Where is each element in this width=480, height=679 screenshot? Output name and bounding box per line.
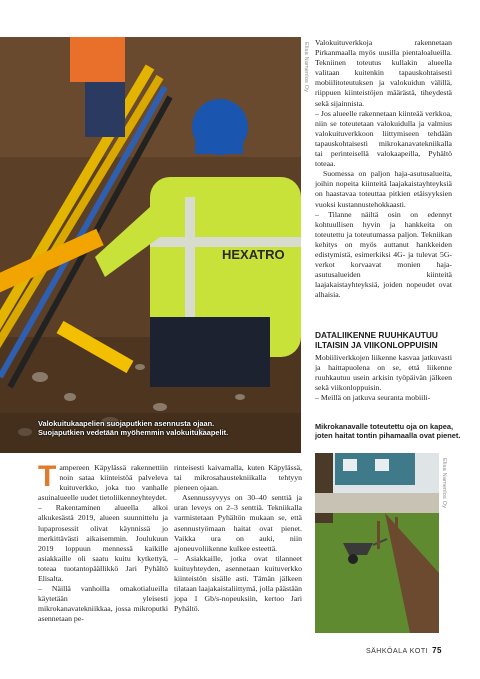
right-column-bottom [315, 353, 452, 403]
cable-installation-photo [0, 37, 301, 453]
body-paragraph: ampereen Käpylässä rakennettiin noin sataa kiinteistöä palveleva kuituverkko, joka tuo vanhalle asuinalueelle uudet tietoliikenneyhteydet. [38, 463, 168, 503]
right-paragraph: – Jos alueelle rakennetaan kiinteää verkkoa, niin se toteutetaan valokuidulla ja valmius valokuituverkkoon liittymiseen tehdään tapauskohtaisesti mikrokanavatekniikalla tai perinteisellä valokaapeilla, Pyhältö toteaa. [315, 108, 452, 169]
vest-logo-text: HEXATRO [222, 247, 285, 262]
garden-wheelbarrow-photo [315, 453, 439, 633]
right-column-top [315, 38, 452, 300]
photo-credit-bottom: Elisa Namenlos Oy [441, 458, 447, 509]
right-paragraph: – Tilanne näiltä osin on edennyt kohtuullisen hyvin ja hankkeita on toteutettu ja toteutumassa paljon. Tekniikan kehitys on myös auttanut hankkeiden edistymistä, esimerkiksi 4G- ja tulevat 5G-verkot korvaavat monien haja-asutusalueiden kiinteitä laajakaistayhteyksiä, joiden nopeudet ovat alhaisia. [315, 209, 452, 300]
photo-caption [38, 419, 228, 437]
photo2-caption [315, 422, 465, 440]
right-paragraph: Mobiiliverkkojen liikenne kasvaa jatkuvasti ja haittapuolena on se, että liikenne ruuhkautuu usein arkisin työpäivän jälkeen sekä viikonloppuisin. [315, 353, 452, 393]
caption-line-2: joten haitat tontin pihamaalla ovat pienet. [315, 431, 461, 440]
page-footer [366, 646, 442, 655]
section-heading: DATALIIKENNE RUUHKAUTUU ILTAISIN JA VIIKONLOPPUISIN [315, 330, 438, 350]
body-paragraph: – Näillä vanhoilla omakotialueilla käytetään yleisesti mikrokanavatekniikkaa, jossa mikroputki asennetaan pe- [38, 584, 168, 624]
caption-line-2: Suojaputkien vedetään myöhemmin valokuitukaapelit. [38, 428, 229, 437]
column-2 [174, 463, 302, 614]
magazine-name: SÄHKÖALA KOTI [365, 648, 429, 655]
right-paragraph: Valokuituverkkoja rakennetaan Pirkanmaalla myös uusilla pientaloalueilla. Tekniinen toteutus kullakin alueella valitaan kuitenkin tapauskohtaisesti mobiilitoteutuksen ja valokuidun välillä, riippuen kiinteistöjen määrästä, tiheydestä sekä sijainnista. [315, 38, 452, 108]
drop-cap: T [38, 460, 57, 493]
caption-line-1: Mikrokanavalle toteutettu oja on kapea, [315, 422, 453, 431]
right-paragraph: Suomessa on paljon haja-asutusalueita, joihin nopeita kiinteitä laajakaistayhteyksiä on haastavaa toteuttaa pitkien etäisyyksien vuoksi kustannustehokkaasti. [315, 169, 452, 209]
body-paragraph: – Rakentaminen alueella alkoi alkukesästä 2019, alueen suunnittelu ja lupaprosessit olivat käynnissä jo merkittävästi aikaisemmin. Joulukuun 2019 loppuun mennessä kaikille asiakkaille oli saatu kuitu kytkettyä, toteaa tuotantopäällikkö Jari Pyhältö Elisalta. [38, 503, 168, 584]
photo-credit-top: Elisa Namenlos Oy [303, 42, 309, 93]
caption-line-1: Valokuitukaapelien suojaputkien asennusta ojaan. [38, 419, 215, 428]
body-paragraph: Asennussyvyys on 30–40 senttiä ja uran leveys on 2–3 senttiä. Tekniikalla varmistetaan Pyhältön mukaan se, että asennustyömaan haitat ovat pienet. Vaikka ura on auki, niin ajoneuvoliikenne kulkee esteettä. [174, 493, 302, 553]
page-number: 75 [432, 646, 442, 655]
body-paragraph: – Asiakkaille, jotka ovat tilanneet kuituyhteyden, asennetaan kuituverkko kiinteistön sisälle asti. Tämän jälkeen tilataan laajakaistaliittymä, jolla päästään jopa 1 Gb/s-nopeuksiin, kertoo Jari Pyhältö. [174, 553, 302, 614]
body-paragraph: rinteisesti kaivamalla, kuten Käpylässä, tai mikrosahaustekniikalla tehtyyn pieneen ojaan. [174, 463, 302, 493]
right-paragraph: – Meillä on jatkuva seuranta mobiili- [315, 393, 431, 403]
column-1 [38, 460, 168, 625]
